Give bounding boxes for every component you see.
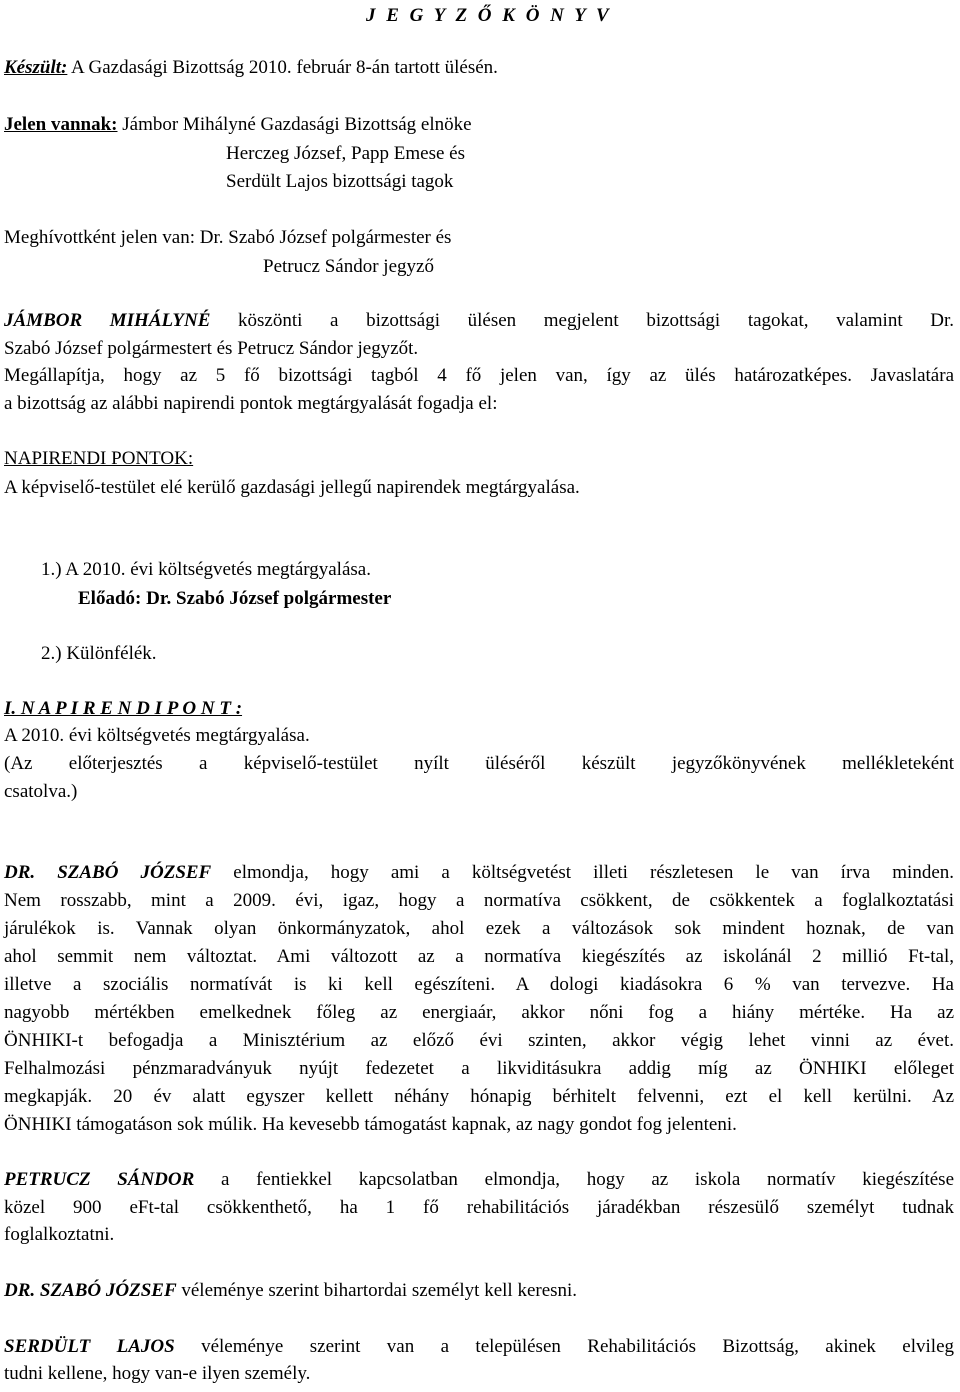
speaker-serdult: SERDÜLT LAJOS — [4, 1336, 175, 1357]
present-chair: Jámbor Mihályné Gazdasági Bizottság elnöke — [117, 114, 472, 135]
szabo-speech-line-10: ÖNHIKI támogatáson sok múlik. Ha kevesebb támogatást kapnak, az nagy gondot fog jelenteni. — [4, 1114, 737, 1135]
agenda-item-1: 1.) A 2010. évi költségvetés megtárgyalása. — [41, 559, 371, 580]
invited-line-1: Meghívottként jelen van: Dr. Szabó József polgármester és — [4, 227, 452, 248]
szabo-speech-line-8: Felhalmozási pénzmaradványuk nyújt fedezetet a likviditásukra addig míg az ÖNHIKI előleget — [4, 1058, 954, 1079]
opening-text-1: köszönti a bizottsági ülésen megjelent bizottsági tagokat, valamint Dr. — [210, 310, 954, 331]
present-line-2: Herczeg József, Papp Emese és — [226, 143, 465, 164]
speaker-jambor: JÁMBOR MIHÁLYNÉ — [4, 310, 211, 331]
petrucz-speech-line-2: közel 900 eFt-tal csökkenthető, ha 1 fő rehabilitációs járadékban részesülő személyt tudnak — [4, 1197, 954, 1218]
serdult-speech-line-2: tudni kellene, hogy van-e ilyen személy. — [4, 1363, 311, 1384]
szabo-speech-line-2: Nem rosszabb, mint a 2009. évi, igaz, hogy a normatíva csökkent, de csökkentek a foglalkoztatási — [4, 890, 954, 911]
opening-line-4: a bizottság az alábbi napirendi pontok megtárgyalását fogadja el: — [4, 393, 498, 414]
szabo-speech-line-7: ÖNHIKI-t befogadja a Minisztérium az előző évi szinten, akkor végig lehet vinni az évet. — [4, 1030, 954, 1051]
opening-line-3: Megállapítja, hogy az 5 fő bizottsági tagból 4 fő jelen van, így az ülés határozatképes. Javaslatára — [4, 365, 954, 386]
section-note-line-2: csatolva.) — [4, 781, 78, 802]
szabo-speech-line-3: járulékok is. Vannak olyan önkormányzatok, ahol ezek a változások sok mindent hoznak, de van — [4, 918, 954, 939]
petrucz-speech-text-1: a fentiekkel kapcsolatban elmondja, hogy az iskola normatív kiegészítése — [194, 1169, 955, 1190]
section-note-line-1: (Az előterjesztés a képviselő-testület nyílt üléséről készült jegyzőkönyvének mellékleteként — [4, 753, 954, 774]
speaker-szabo-2: DR. SZABÓ JÓZSEF — [4, 1280, 177, 1301]
opening-line-1 — [4, 309, 954, 333]
section-subject: A 2010. évi költségvetés megtárgyalása. — [4, 725, 310, 746]
szabo-speech-line-9: megkapják. 20 év alatt egyszer kellett néhány hónapig bérhitelt felvenni, ezt el kell kerülni. Az — [4, 1086, 954, 1107]
agenda-item-1-presenter: Előadó: Dr. Szabó József polgármester — [78, 588, 392, 609]
prepared-label: Készült: — [4, 57, 68, 78]
serdult-speech-text-1: véleménye szerint van a településen Rehabilitációs Bizottság, akinek elvileg — [174, 1336, 954, 1357]
szabo-speech-line-4: ahol semmit nem változtat. Ami változott az a normatíva kiegészítés az iskolánál 2 millió Ft-tal, — [4, 946, 954, 967]
prepared-line — [4, 56, 498, 80]
szabo-speech-2-text: véleménye szerint bihartordai személyt kell keresni. — [176, 1280, 578, 1301]
agenda-heading: NAPIRENDI PONTOK: — [4, 448, 194, 469]
speaker-szabo: DR. SZABÓ JÓZSEF — [4, 862, 212, 883]
present-line-3: Serdült Lajos bizottsági tagok — [226, 171, 454, 192]
invited-line-2: Petrucz Sándor jegyző — [263, 256, 434, 277]
section-heading: I. N A P I R E N D I P O N T : — [4, 698, 243, 719]
agenda-intro: A képviselő-testület elé kerülő gazdasági jellegű napirendek megtárgyalása. — [4, 477, 580, 498]
szabo-speech-2 — [4, 1279, 577, 1303]
szabo-speech-line-6: nagyobb mértékben emelkednek főleg az energiaár, akkor nőni fog a hiány mértéke. Ha az — [4, 1002, 954, 1023]
present-line-1 — [4, 113, 472, 137]
agenda-item-2: 2.) Különfélék. — [41, 643, 157, 664]
szabo-speech-text-1: elmondja, hogy ami a költségvetést illeti részletesen le van írva minden. — [211, 862, 954, 883]
prepared-text: A Gazdasági Bizottság 2010. február 8-án tartott ülésén. — [67, 57, 498, 78]
petrucz-speech-line-1 — [4, 1168, 954, 1192]
opening-line-2: Szabó József polgármestert és Petrucz Sándor jegyzőt. — [4, 338, 419, 359]
szabo-speech-line-5: illetve a szociális normatívát is ki kell egészíteni. A dologi kiadásokra 6 % van tervezve. Ha — [4, 974, 954, 995]
document-title: J E G Y Z Ő K Ö N Y V — [366, 5, 612, 26]
serdult-speech-line-1 — [4, 1335, 954, 1359]
present-label: Jelen vannak: — [4, 114, 118, 135]
speaker-petrucz: PETRUCZ SÁNDOR — [4, 1169, 195, 1190]
szabo-speech-line-1 — [4, 861, 954, 885]
petrucz-speech-line-3: foglalkoztatni. — [4, 1224, 115, 1245]
